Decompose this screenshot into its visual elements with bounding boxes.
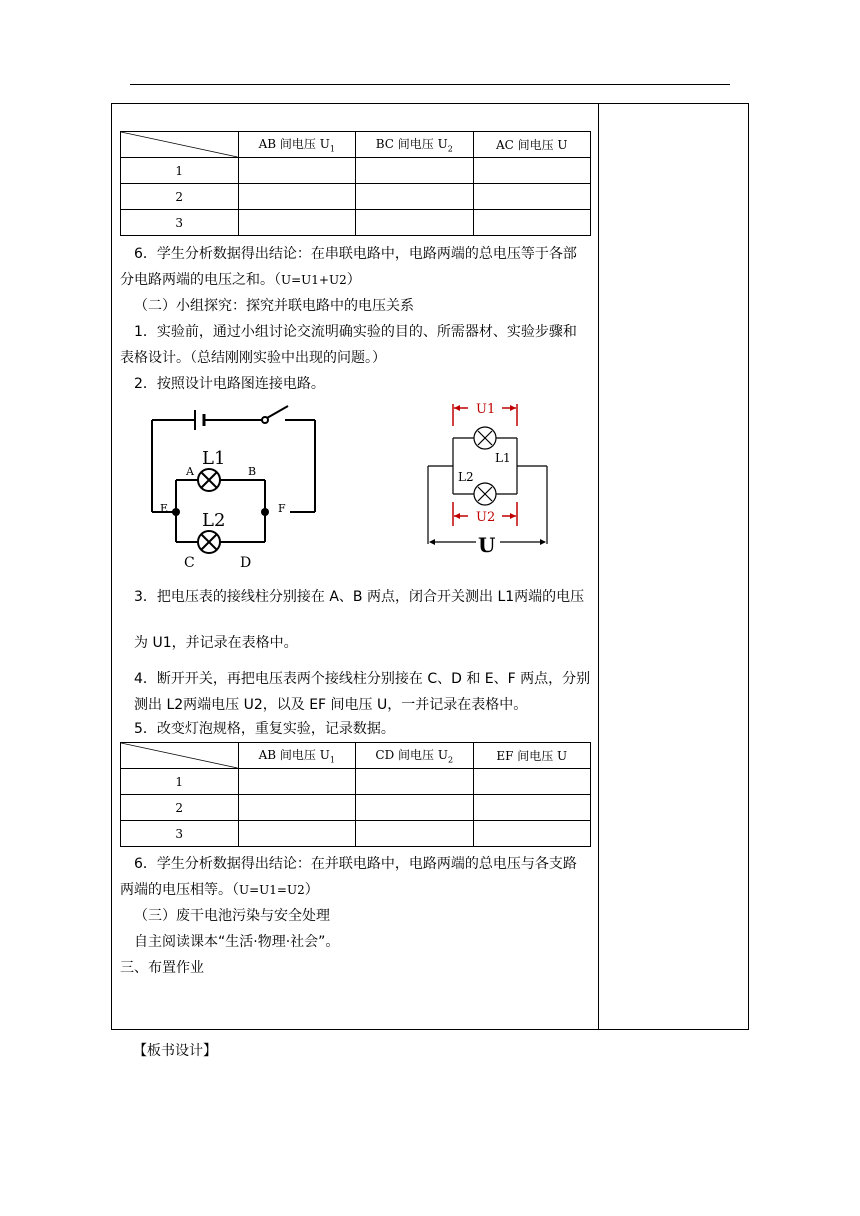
diagonal-header-cell (121, 743, 239, 769)
svg-text:U: U (478, 533, 496, 557)
header-rule (130, 84, 730, 85)
column-header: CD 间电压 $U_2$ (356, 743, 474, 769)
table-row: 3 (121, 821, 591, 847)
paragraph: 1．实验前，通过小组讨论交流明确实验的目的、所需器材、实验步骤和 (134, 324, 577, 340)
junction-dot (261, 508, 269, 516)
paragraph: 3．把电压表的接线柱分别接在 A、B 两点，闭合开关测出 L1两端的电压 (134, 589, 585, 605)
diagonal-header-cell (121, 132, 239, 158)
svg-text:B: B (248, 465, 257, 478)
svg-text:L2: L2 (458, 470, 474, 484)
column-header: AB 间电压 $U_1$ (238, 132, 356, 158)
voltage-measurement-diagram (420, 400, 560, 560)
svg-text:L1: L1 (202, 448, 226, 469)
svg-text:U2: U2 (476, 510, 496, 525)
table-row: 2 (121, 795, 591, 821)
column-header: BC 间电压 $U_2$ (356, 132, 474, 158)
series-voltage-table (120, 131, 591, 236)
table-row: 1 (121, 158, 591, 184)
table-row: 1 (121, 769, 591, 795)
paragraph: 5．改变灯泡规格，重复实验，记录数据。 (134, 721, 395, 737)
svg-text:F: F (278, 502, 286, 515)
svg-text:L2: L2 (202, 510, 226, 531)
column-header: AB 间电压 $U_1$ (238, 743, 356, 769)
paragraph: 2．按照设计电路图连接电路。 (134, 376, 325, 392)
svg-text:U1: U1 (476, 402, 496, 417)
junction-dot (172, 508, 180, 516)
svg-text:D: D (240, 555, 252, 568)
paragraph: 自主阅读课本“生活·物理·社会”。 (134, 934, 340, 950)
paragraph: 6．学生分析数据得出结论：在串联电路中，电路两端的总电压等于各部 (134, 246, 577, 262)
column-header: AC 间电压 U (473, 132, 591, 158)
paragraph: 测出 L2两端电压 U2，以及 EF 间电压 U，一并记录在表格中。 (134, 697, 528, 713)
parallel-voltage-table (120, 742, 591, 847)
svg-text:A: A (186, 465, 194, 478)
paragraph: 为 U1，并记录在表格中。 (134, 635, 298, 651)
paragraph: 表格设计。（总结刚刚实验中出现的问题。） (120, 350, 386, 366)
section-heading: （二）小组探究：探究并联电路中的电压关系 (134, 298, 414, 314)
table-row: 2 (121, 184, 591, 210)
paragraph: 4．断开开关，再把电压表两个接线柱分别接在 C、D 和 E、F 两点，分别 (134, 671, 591, 687)
paragraph: 6．学生分析数据得出结论：在并联电路中，电路两端的总电压与各支路 (134, 856, 577, 872)
section-heading: 三、布置作业 (120, 960, 204, 976)
parallel-circuit-diagram (140, 400, 330, 568)
paragraph: 两端的电压相等。（U=U1=U2） (120, 882, 319, 898)
section-heading: （三）废干电池污染与安全处理 (134, 908, 330, 924)
svg-text:E: E (160, 502, 169, 515)
table-row: 3 (121, 210, 591, 236)
svg-text:L1: L1 (495, 451, 511, 465)
column-header: EF 间电压 U (473, 743, 591, 769)
board-design-heading: 【板书设计】 (133, 1043, 217, 1059)
svg-text:C: C (184, 555, 195, 568)
paragraph: 分电路两端的电压之和。（U=U1+U2） (120, 272, 361, 288)
